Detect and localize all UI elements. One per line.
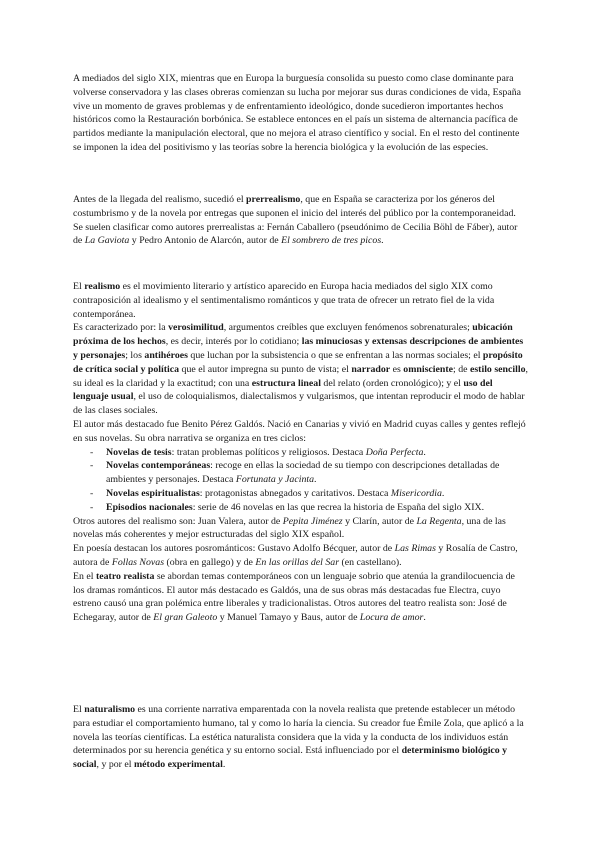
term-naturalismo: naturalismo: [84, 704, 136, 715]
paragraph-intro: [73, 72, 528, 155]
term-realismo: realismo: [84, 281, 121, 292]
otros-autores-text: Otros autores del realismo son: Juan Valera, autor de Pepita Jiménez y Clarín, autor de La Regenta, una de las novelas más coherentes y mejor estructuradas del siglo XIX español.: [73, 515, 506, 541]
naturalismo-text: El naturalismo es una corriente narrativa emparentada con la novela realista que pretende establecer un método para estudiar el comportamiento humano, tal y como lo haría la ciencia. Su creador fue Émile Zola, que aplicó a la novela las teorías científicas. La estética naturalista considera que la vida y la conducta de los individuos están determinados por su herencia genética y su entorno social. Está influenciado por el determinismo biológico y social, y por el método experimental.: [73, 704, 524, 771]
paragraph-prerrealismo: [73, 193, 528, 248]
list-item: - Novelas espiritualistas: protagonistas abnegados y caritativos. Destaca Misericordia.: [90, 487, 445, 499]
teatro-text: En el teatro realista se abordan temas contemporáneos con un lenguaje sobrio que atenúa la grandilocuencia de los dramas románticos. El autor más destacado es Galdós, una de sus obras más destacadas fue Electra, cuyo estreno causó una gran polémica entre liberales y tradicionalistas. Otros autores del teatro realista son: José de Echegaray, autor de El gran Galeoto y Manuel Tamayo y Baus, autor de Locura de amor.: [73, 570, 515, 624]
work-el-sombrero: El sombrero de tres picos: [281, 235, 382, 247]
galdos-cycles-list: [73, 446, 528, 515]
realismo-definition: El realismo es el movimiento literario y artístico aparecido en Europa hacia mediados del siglo XIX como contraposición al idealismo y el sentimentalismo románticos y que trata de ofrecer un retrato fiel de la vida contemporánea.: [73, 281, 495, 320]
intro-text: A mediados del siglo XIX, mientras que en Europa la burguesía consolida su puesto como clase dominante para volverse conservadora y las clases obreras comienzan su lucha por mejorar sus duras condiciones de vida, España vive un momento de graves problemas y de enfrentamiento ideológico, donde sucedieron importantes hechos históricos como la Restauración borbónica. Se establece entonces en el país un sistema de alternancia pacífica de partidos mediante la manipulación electoral, que no mejora el atraso científico y social. En el resto del continente se imponen la idea del positivismo y las teorías sobre la herencia biológica y la evolución de las especies.: [73, 73, 522, 153]
realismo-characteristics: Es caracterizado por: la verosimilitud, argumentos creíbles que excluyen fenómenos sobrenaturales; ubicación próxima de los hechos, es decir, interés por lo cotidiano; las minuciosas y extensas descripciones de ambientes y personajes; los antihéroes que luchan por la subsistencia o que se enfrentan a las normas sociales; el propósito de crítica social y política que el autor impregna su punto de vista; el narrador es omnisciente; de estilo sencillo, su ideal es la claridad y la exactitud; con una estructura lineal del relato (orden cronológico); y el uso del lenguaje usual, el uso de coloquialismos, dialectalismos y vulgarismos, que intentan reproducir el modo de hablar de las clases sociales.: [73, 322, 528, 417]
list-item: - Novelas contemporáneas: recoge en ellas la sociedad de su tiempo con descripciones detalladas de ambientes y personajes. Destaca Fortunata y Jacinta.: [90, 460, 500, 486]
section-realismo: [73, 280, 528, 625]
list-item: - Episodios nacionales: serie de 46 novelas en las que recrea la historia de España del siglo XIX.: [90, 501, 485, 513]
poesia-text: En poesía destacan los autores posrománticos: Gustavo Adolfo Bécquer, autor de Las Rimas y Rosalía de Castro, autora de Follas Novas (obra en gallego) y de En las orillas del Sar (en castellano).: [73, 543, 518, 568]
galdos-text: El autor más destacado fue Benito Pérez Galdós. Nació en Canarias y vivió en Madrid cuyas calles y gentes reflejó en sus novelas. Su obra narrativa se organiza en tres ciclos:: [73, 418, 526, 444]
term-prerrealismo: prerrealismo: [246, 194, 301, 205]
work-la-gaviota: La Gaviota: [84, 235, 130, 247]
paragraph-naturalismo: [73, 703, 528, 772]
list-item: - Novelas de tesis: tratan problemas políticos y religiosos. Destaca Doña Perfecta.: [90, 446, 426, 458]
prerrealismo-text: Antes de la llegada del realismo, sucedió el prerrealismo, que en España se caracteriza por los géneros del costumbrismo y de la novela por entregas que suponen el inicio del interés del público por la contemporaneidad. Se suelen clasificar como autores prerrealistas a: Fernán Caballero (pseudónimo de Cecilia Böhl de Fáber), autor de La Gaviota y Pedro Antonio de Alarcón, autor de El sombrero de tres picos.: [73, 194, 518, 247]
